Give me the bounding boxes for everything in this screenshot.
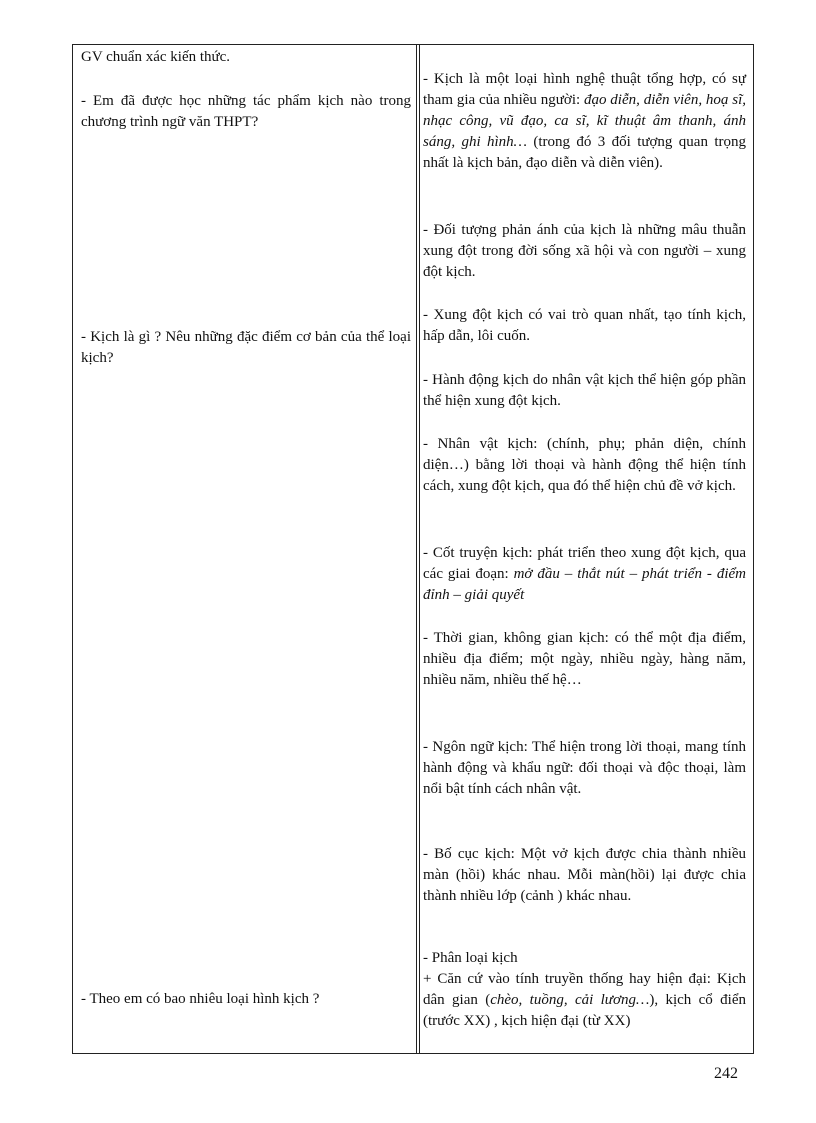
content-table [72,44,754,1054]
answer-language: - Ngôn ngữ kịch: Thể hiện trong lời thoại, mang tính hành động và khẩu ngữ: đối thoại và độc thoại, làm nổi bật tính cách nhân vật. [423,739,746,797]
column-divider [416,45,417,1053]
answer-characters: - Nhân vật kịch: (chính, phụ; phản diện, chính diện…) bằng lời thoại và hành động thể hiện tính cách, xung đột kịch, qua đó thể hiện chủ đề vở kịch. [423,436,746,494]
answer-plot: - Cốt truyện kịch: phát triển theo xung đột kịch, qua các giai đoạn: mở đầu – thắt nút – phát triển - điểm đỉnh – giải quyết [423,545,746,603]
question-plays-studied: - Em đã được học những tác phẩm kịch nào trong chương trình ngữ văn THPT? [81,93,411,130]
answer-time-space: - Thời gian, không gian kịch: có thể một địa điểm, nhiều địa điểm; một ngày, nhiều ngày, hàng năm, nhiều năm, nhiều thế hệ… [423,630,746,688]
answer-definition: - Kịch là một loại hình nghệ thuật tổng hợp, có sự tham gia của nhiều người: đạo diễn, diễn viên, hoạ sĩ, nhạc công, vũ đạo, ca sĩ, kĩ thuật âm thanh, ánh sáng, ghi hình… (trong đó 3 đối tượng quan trọng nhất là kịch bản, đạo diễn và diễn viên). [423,71,747,171]
teacher-note: GV chuẩn xác kiến thức. [81,49,231,65]
answer-dramatic-action: - Hành động kịch do nhân vật kịch thể hiện góp phần thể hiện xung đột kịch. [423,372,746,409]
answer-structure: - Bố cục kịch: Một vở kịch được chia thành nhiều màn (hồi) khác nhau. Mỗi màn(hồi) lại được chia thành nhiều lớp (cảnh ) khác nhau. [423,846,746,904]
answer-conflict-role: - Xung đột kịch có vai trò quan nhất, tạo tính kịch, hấp dẫn, lôi cuốn. [423,307,746,344]
question-drama-types: - Theo em có bao nhiêu loại hình kịch ? [81,991,320,1007]
answer-classification: - Phân loại kịch + Căn cứ vào tính truyền thống hay hiện đại: Kịch dân gian (chèo, tuồng, cải lương…), kịch cổ điển (trước XX) , kịch hiện đại (từ XX) [423,950,746,1029]
column-divider-inner [419,45,420,1053]
page-number: 242 [714,1065,738,1082]
question-what-is-drama: - Kịch là gì ? Nêu những đặc điểm cơ bản của thể loại kịch? [81,329,411,366]
answer-reflection-object: - Đối tượng phản ánh của kịch là những mâu thuẫn xung đột trong đời sống xã hội và con người – xung đột kịch. [423,222,746,280]
